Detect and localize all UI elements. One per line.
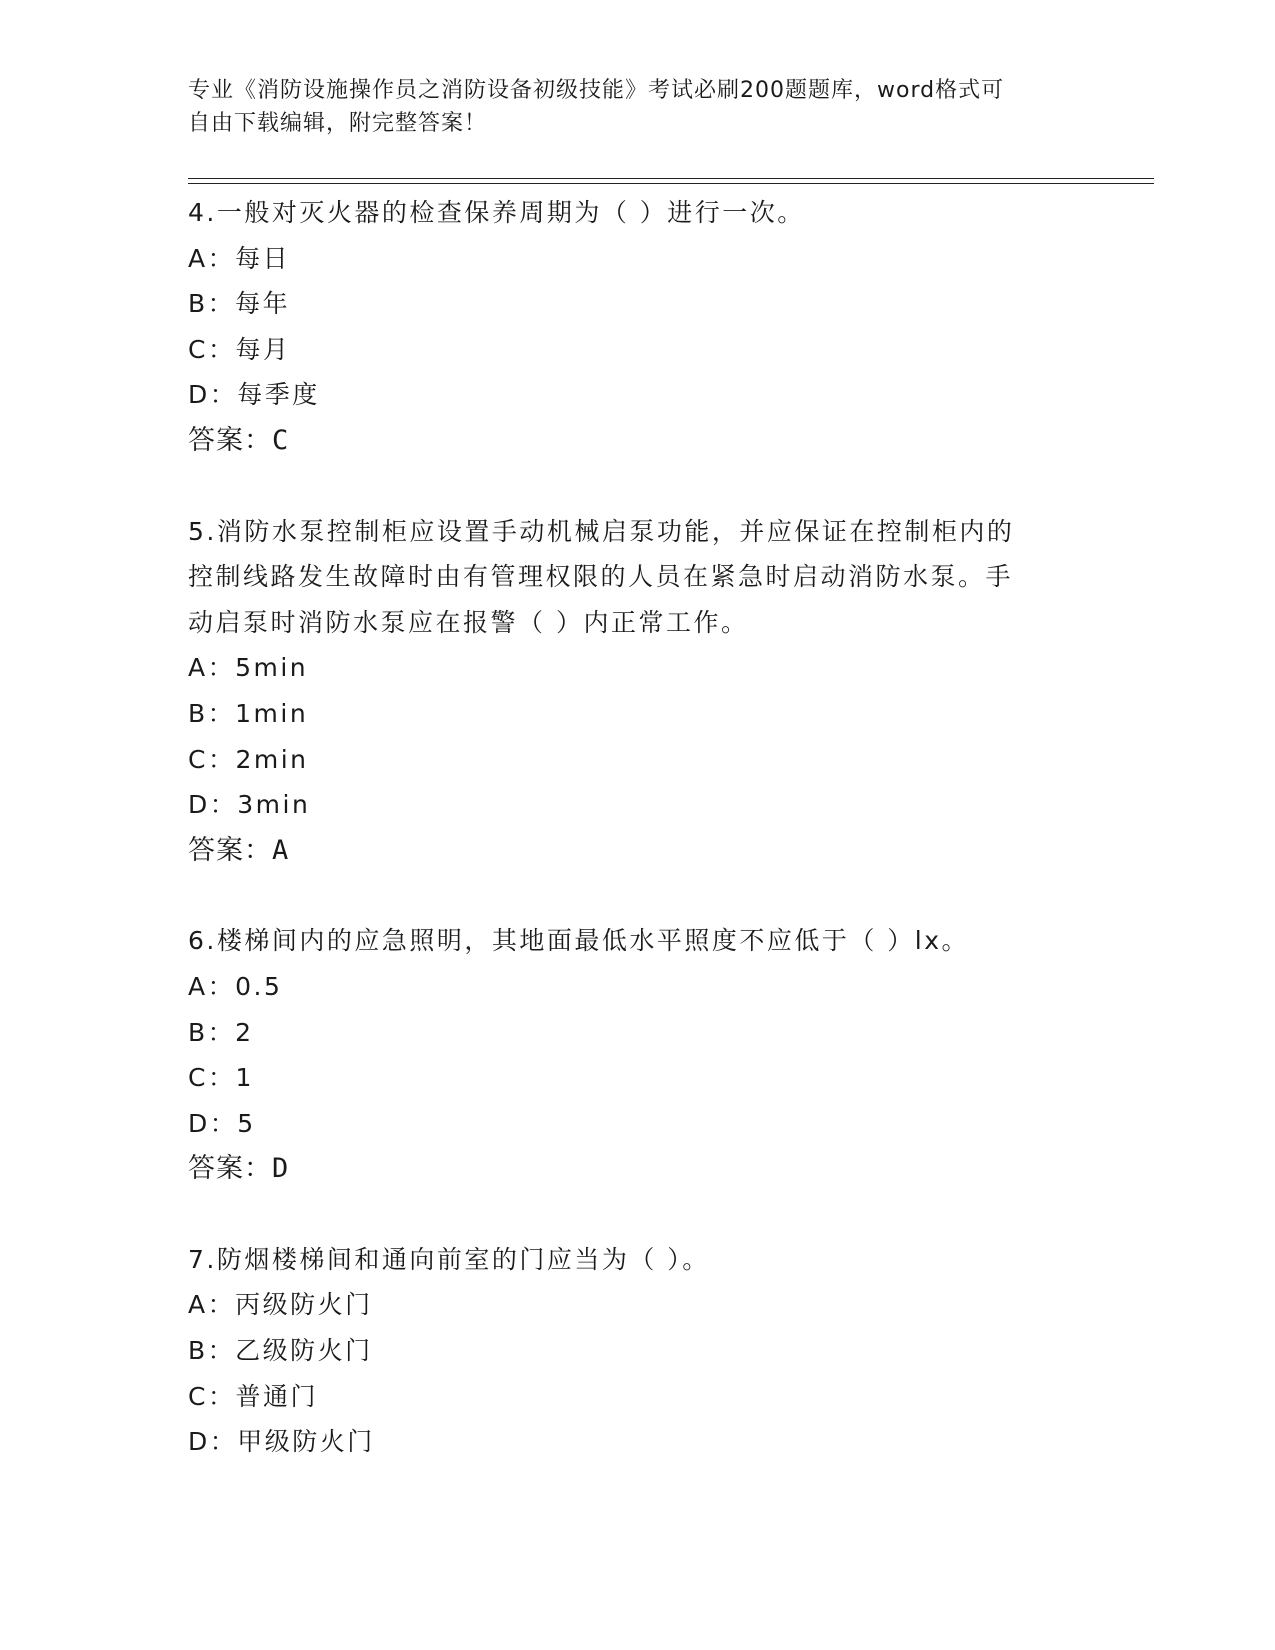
answer-option: A：丙级防火门 [188, 1290, 373, 1320]
answer-option: D：每季度 [188, 380, 320, 410]
question-stem-line: 5.消防水泵控制柜应设置手动机械启泵功能，并应保证在控制柜内的 [188, 516, 1015, 546]
answer-value: D [272, 1153, 290, 1185]
answer-option: B：1min [188, 698, 309, 728]
answer-option: D：甲级防火门 [188, 1427, 375, 1457]
answer-value: A [272, 834, 290, 866]
header-divider-top [188, 178, 1154, 179]
question-stem-line: 4.一般对灭火器的检查保养周期为（ ）进行一次。 [188, 198, 805, 227]
answer-option: B：2 [188, 1017, 254, 1047]
question-stem [188, 509, 1088, 646]
answer-option: A：5min [188, 653, 309, 683]
question-block [188, 509, 1088, 874]
answer-option: C：每月 [188, 334, 291, 364]
answer-option: C：1 [188, 1063, 254, 1093]
answer-value: C [272, 424, 290, 456]
question-stem-line: 7.防烟楼梯间和通向前室的门应当为（ ）。 [188, 1244, 710, 1274]
answer-option: D：3min [188, 790, 311, 820]
answer-option: C：普通门 [188, 1381, 318, 1411]
question-stem-line: 6.楼梯间内的应急照明，其地面最低水平照度不应低于（ ）lx。 [188, 926, 970, 956]
header-line-1: 专业《消防设施操作员之消防设备初级技能》考试必刷200题题库，word格式可 [188, 78, 1005, 103]
question-block [188, 190, 1088, 464]
question-stem-line: 动启泵时消防水泵应在报警（ ）内正常工作。 [188, 607, 749, 637]
question-block [188, 1237, 1088, 1465]
answer-option: C：2min [188, 744, 309, 774]
document-header [188, 74, 1088, 140]
answer-line [188, 1146, 1088, 1192]
question-stem [188, 1237, 1088, 1283]
answer-option: B：乙级防火门 [188, 1336, 373, 1366]
answer-option: B：每年 [188, 289, 291, 319]
answer-label: 答案： [188, 424, 272, 456]
question-stem [188, 190, 1088, 236]
answer-option: A：每日 [188, 243, 291, 273]
answer-line [188, 828, 1088, 874]
question-stem [188, 918, 1088, 964]
answer-label: 答案： [188, 1153, 272, 1185]
question-list [188, 190, 1088, 1510]
question-stem-line: 控制线路发生故障时由有管理权限的人员在紧急时启动消防水泵。手 [188, 562, 1014, 592]
answer-option: D：5 [188, 1108, 256, 1138]
header-line-2: 自由下载编辑，附完整答案！ [188, 111, 488, 136]
answer-label: 答案： [188, 834, 272, 866]
question-block [188, 918, 1088, 1192]
header-divider-bottom [188, 183, 1154, 184]
answer-line [188, 418, 1088, 464]
answer-option: A：0.5 [188, 971, 283, 1001]
